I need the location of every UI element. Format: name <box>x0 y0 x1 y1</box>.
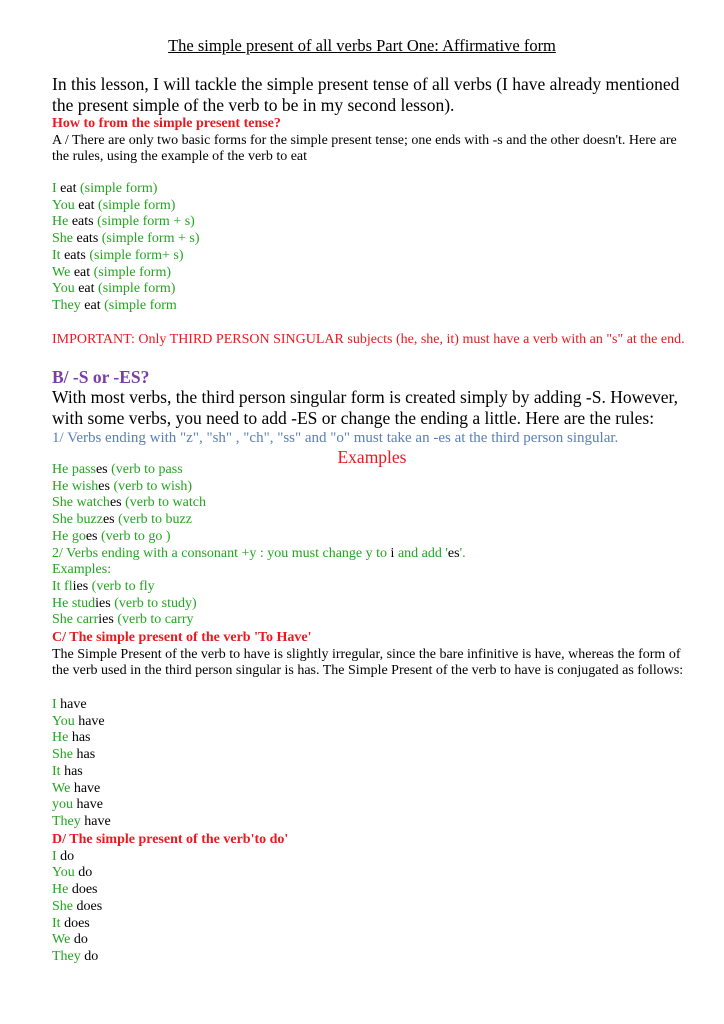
examples-2-label: Examples: <box>52 562 112 578</box>
section-a <box>52 116 692 166</box>
list-item: He does <box>52 882 98 898</box>
section-b-text: With most verbs, the third person singular form is created simply by adding -S. However, with some verbs, you need to add -ES or change the ending a little. Here are the rules: <box>52 387 679 428</box>
list-item: I have <box>52 697 87 712</box>
rule-2: 2/ Verbs ending with a consonant +y : you must change y to i and add 'es'. <box>52 545 466 561</box>
list-item: It flies (verb to fly <box>52 578 155 594</box>
intro-paragraph: In this lesson, I will tackle the simple present tense of all verbs (I have already mentioned the present simple of the verb to be in my second lesson). <box>52 74 680 115</box>
eat-conjugation-list <box>52 181 692 315</box>
rule-1: 1/ Verbs ending with "z", "sh" , "ch", "ss" and "o" must take an -es at the third person singular. <box>52 430 619 446</box>
list-item: We do <box>52 932 88 948</box>
list-item: You eat (simple form) <box>52 281 176 297</box>
section-d-heading: D/ The simple present of the verb'to do' <box>52 832 289 847</box>
section-c-text: The Simple Present of the verb to have is slightly irregular, since the bare infinitive is have, whereas the form of the verb used in the third person singular is has. The Simple Present of the verb to have is conjugated as follows: <box>52 646 684 679</box>
es-examples-list <box>52 462 692 629</box>
list-item: He studies (verb to study) <box>52 595 197 611</box>
list-item: You do <box>52 865 93 881</box>
section-a-heading: How to from the simple present tense? <box>52 116 281 131</box>
section-c <box>52 630 692 680</box>
section-b-heading: B/ -S or -ES? <box>52 367 150 387</box>
list-item: She carries (verb to carry <box>52 612 194 628</box>
list-item: She does <box>52 898 103 914</box>
list-item: I do <box>52 848 75 864</box>
list-item: He passes (verb to pass <box>52 462 183 477</box>
list-item: It eats (simple form+ s) <box>52 247 184 263</box>
list-item: We have <box>52 780 101 796</box>
list-item: They do <box>52 948 99 964</box>
list-item: You eat (simple form) <box>52 197 176 213</box>
list-item: You have <box>52 713 105 729</box>
list-item: She eats (simple form + s) <box>52 231 200 247</box>
list-item: He has <box>52 730 91 746</box>
list-item: It has <box>52 763 83 779</box>
section-a-text: A / There are only two basic forms for the simple present tense; one ends with -s and the other doesn't. Here are the rules, using the example of the verb to eat <box>52 132 677 165</box>
list-item: She has <box>52 747 96 763</box>
section-c-heading: C/ The simple present of the verb 'To Have' <box>52 630 312 645</box>
list-item: They have <box>52 813 111 829</box>
list-item: We eat (simple form) <box>52 264 172 280</box>
list-item: you have <box>52 797 103 813</box>
list-item: He wishes (verb to wish) <box>52 478 192 494</box>
list-item: They eat (simple form <box>52 297 177 313</box>
list-item: He eats (simple form + s) <box>52 214 195 230</box>
examples-label: Examples <box>337 447 407 467</box>
list-item: It does <box>52 915 90 931</box>
have-conjugation-list <box>52 697 692 831</box>
list-item: She buzzes (verb to buzz <box>52 512 192 528</box>
section-d <box>52 832 692 966</box>
list-item: She watches (verb to watch <box>52 495 206 511</box>
section-b <box>52 367 692 467</box>
page-title: The simple present of all verbs Part One: Affirmative form <box>168 36 556 55</box>
list-item: I eat (simple form) <box>52 181 158 196</box>
list-item: He goes (verb to go ) <box>52 528 171 544</box>
important-note: IMPORTANT: Only THIRD PERSON SINGULAR subjects (he, she, it) must have a verb with an "s" at the end. <box>52 332 685 347</box>
